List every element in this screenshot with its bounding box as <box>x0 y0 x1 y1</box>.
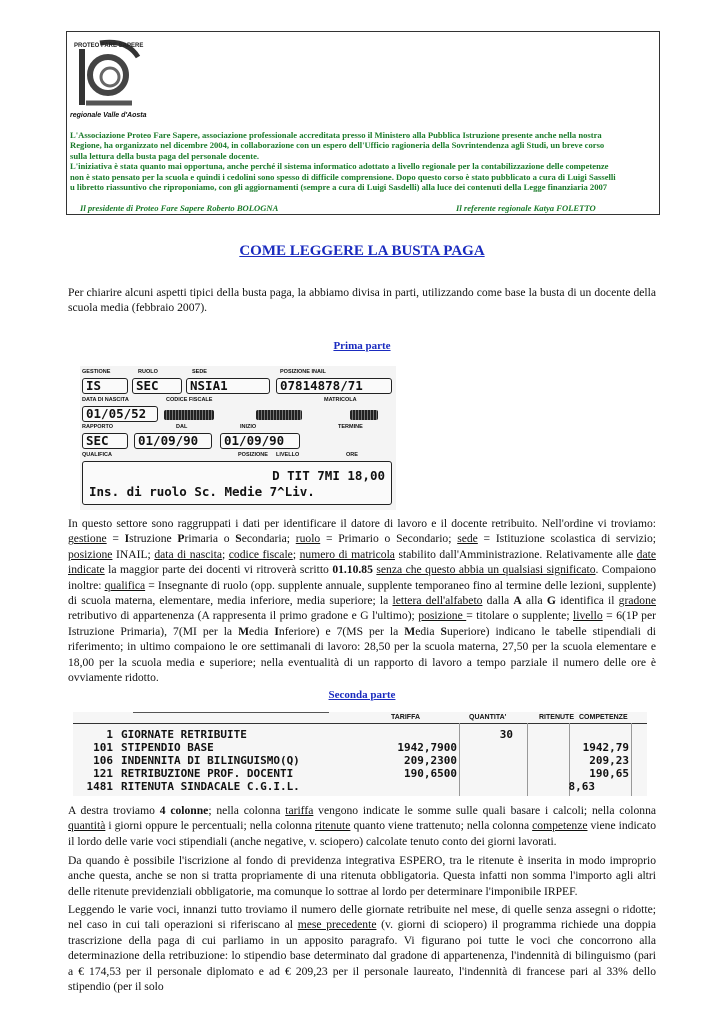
text-segment: (v. giorni di sciopero) il programma richiede una doppia trascrizione della paga di cui parliamo in un apposito paragrafo. Vi figurano poi tutte le voci che concorrono alla determinazione della retribuzione: lo stipendio base determinato dal gradone di appartenenza, l'indennità di bilinguismo (pari a € 174,53 per il personale diplomato e ad € 209,23 per il personale laureato, l'indennità di francese pari al 33% dello stipendio (per il solo <box>68 918 657 994</box>
redacted-matricola <box>350 410 378 420</box>
row-code: 1 <box>106 728 113 741</box>
logo-caption: regionale Valle d'Aosta <box>70 112 147 119</box>
text-segment: posizione <box>418 609 467 623</box>
header-quantita: QUANTITA' <box>469 714 507 721</box>
text-segment: = <box>106 532 125 546</box>
label-livello: LIVELLO <box>276 452 300 458</box>
payslip-header-scan <box>80 366 396 510</box>
header-ritenute: RITENUTE <box>539 714 574 721</box>
text-segment: ritenute <box>315 819 351 833</box>
logo-text: PROTEO FARE SAPERE <box>74 43 144 49</box>
header-rule <box>73 723 647 724</box>
text-segment: quanto viene trattenuto; nella colonna <box>350 819 533 833</box>
row-code: 106 <box>93 754 113 767</box>
text-segment: ; <box>292 547 300 561</box>
part2-paragraph-3-text <box>68 902 656 994</box>
intro-line: non è stato pensato per la scuola e quindi i cedolini sono spesso di difficile comprensione. Dopo questo corso è stato pubblicato a cura di Luigi Sasselli <box>70 171 616 182</box>
part1-paragraph <box>68 516 656 685</box>
intro-line: u libretto riassuntivo che riproponiamo, con gli aggiornamenti (sempre a cura di Luigi Sasdelli) alla luce dei contenuti della Legge finanziaria 2007 <box>70 182 608 193</box>
text-segment: I <box>274 624 279 638</box>
row-code: 121 <box>93 767 113 780</box>
intro-line: Regione, ha organizzato nel dicembre 2004, in collaborazione con un espero dell'Ufficio ragioneria della Sovrintendenza agli Studi, un breve corso <box>70 140 605 151</box>
text-segment: struzione <box>129 532 178 546</box>
intro-line: L'iniziativa è stata quanto mai opportuna, anche perché il sistema informatico adottato a livello regionale per la contabilizzazione delle competenze <box>70 161 609 172</box>
label-inizio: INIZIO <box>240 424 257 430</box>
text-segment: Leggendo le varie voci, innanzi tutto troviamo il numero delle giornate retribuite nel mese, di quelle senza assegni o ridotte; nel caso in cui tali operazioni si riferiscano al <box>68 903 656 932</box>
text-segment: quantità <box>68 819 106 833</box>
qualifica-description: Ins. di ruolo Sc. Medie 7^Liv. <box>89 484 315 499</box>
text-segment: numero di matricola <box>299 547 395 561</box>
text-segment: dalla <box>482 594 514 608</box>
text-segment: nferiore) e 7(MS per la <box>278 624 405 638</box>
text-segment: data di nascita <box>154 547 222 561</box>
intro-line: sulla lettura della busta paga del personale docente. <box>70 150 260 161</box>
header-tariffa: TARIFFA <box>391 714 421 721</box>
row-code: 1481 <box>86 780 113 793</box>
field-dal: 01/09/90 <box>134 433 212 449</box>
text-segment: . Compaiono inoltre: <box>68 563 656 592</box>
text-segment: S <box>440 624 447 638</box>
text-segment: la maggior parte dei docenti vi ritroverà scritto <box>104 563 333 577</box>
text-segment: retributivo di appartenenza (A rappresenta il primo gradone e G l'ultimo); <box>68 609 419 623</box>
text-segment: stabilito dall'Amministrazione. Relativamente alle <box>394 547 637 561</box>
proteo-logo <box>72 37 147 109</box>
text-segment: S <box>235 532 242 546</box>
text-segment: = 6(1P per Istruzione Primaria), 7(MI per la <box>68 609 656 638</box>
part2-paragraph-1 <box>68 803 656 849</box>
column-divider <box>527 723 528 796</box>
text-segment: viene indicato il lordo delle varie voci stipendiali (anche negative, v. sciopero) calcolate tenuto conto dei giorni lavorati. <box>68 819 656 848</box>
row-desc: RETRIBUZIONE PROF. DOCENTI <box>121 767 294 780</box>
text-segment: gradone <box>618 594 657 608</box>
text-segment: A destra troviamo <box>68 804 160 817</box>
text-segment: sede <box>457 532 478 546</box>
field-gestione: IS <box>82 378 128 394</box>
header-intro <box>70 130 657 193</box>
text-segment: In questo settore sono raggruppati i dati per identificare il datore di lavoro e il docente retribuito. Nell'ordine vi troviamo: <box>68 517 656 530</box>
column-divider <box>631 723 632 796</box>
signature-president: Il presidente di Proteo Fare Sapere Roberto BOLOGNA <box>80 203 279 213</box>
label-codice-fiscale: CODICE FISCALE <box>166 397 213 403</box>
part2-heading: Seconda parte <box>328 689 396 701</box>
text-segment: posizione <box>68 547 113 561</box>
text-segment: 4 colonne <box>159 804 209 817</box>
text-segment: date indicate <box>68 547 656 577</box>
text-segment: tariffa <box>285 804 314 817</box>
row-desc: INDENNITA DI BILINGUISMO(Q) <box>121 754 300 767</box>
row-tariffa: 209,2300 <box>404 754 457 767</box>
text-segment: competenze <box>532 819 588 833</box>
row-competenze: 1942,79 <box>582 741 629 754</box>
text-segment: ruolo <box>295 532 321 546</box>
label-posizione-inail: POSIZIONE INAIL <box>280 369 326 375</box>
row-desc: GIORNATE RETRIBUITE <box>121 728 247 741</box>
text-segment: identifica il <box>555 594 619 608</box>
part1-heading: Prima parte <box>333 340 391 352</box>
text-segment: edia <box>415 624 441 638</box>
text-segment: vengono indicate le somme sulle quali basare i calcoli; nella colonna <box>313 804 657 817</box>
label-ore: ORE <box>346 452 358 458</box>
field-ruolo: SEC <box>132 378 182 394</box>
scan-rule <box>133 712 329 713</box>
page-title: COME LEGGERE LA BUSTA PAGA <box>239 243 485 259</box>
row-competenze: 209,23 <box>589 754 629 767</box>
text-segment: 01.10.85 <box>332 563 373 577</box>
text-segment: livello <box>573 609 603 623</box>
row-desc: STIPENDIO BASE <box>121 741 214 754</box>
text-segment: lettera dell'alfabeto <box>392 594 483 608</box>
text-segment: rimaria o <box>184 532 236 546</box>
text-segment: uperiore) indicano le tabelle stipendiali di riferimento; in ultimo compaiono le ore settimanali di lavoro: 28,50 per la scuola materna, 27,50 per la scuola elementare e 18,00 per la scuola media e superiore; nella eventualità di un rapporto di lavoro a tempo parziale il numero delle ore è ovviamente ridotto. <box>68 624 657 685</box>
text-segment: I <box>124 532 130 546</box>
label-rapporto: RAPPORTO <box>82 424 114 430</box>
text-segment: senza che questo abbia un qualsiasi significato <box>376 563 596 577</box>
part1-paragraph-text <box>68 516 656 685</box>
text-segment: G <box>546 594 556 608</box>
field-data-nascita: 01/05/52 <box>82 406 158 422</box>
row-competenze: 190,65 <box>589 767 629 780</box>
label-qualifica: QUALIFICA <box>82 452 112 458</box>
row-ritenute: 8,63 <box>568 780 595 793</box>
row-desc: RITENUTA SINDACALE C.G.I.L. <box>121 780 300 793</box>
label-gestione: GESTIONE <box>82 369 111 375</box>
text-segment: = Primario o Secondario; <box>320 532 458 546</box>
row-quantita: 30 <box>499 728 513 741</box>
label-posizione: POSIZIONE <box>238 452 268 458</box>
column-divider <box>459 723 460 796</box>
text-segment: M <box>238 624 250 638</box>
field-rapporto: SEC <box>82 433 128 449</box>
intro-line: L'Associazione Proteo Fare Sapere, associazione professionale accreditata presso il Ministero alla Pubblica Istruzione presente anche nella nostra <box>70 130 602 140</box>
intro-paragraph-text: Per chiarire alcuni aspetti tipici della busta paga, la abbiamo divisa in parti, utilizzando come base la busta di un docente della scuola media (febbraio 2007). <box>68 286 656 315</box>
text-segment: econdaria; <box>241 532 296 546</box>
part2-paragraph-3 <box>68 902 656 994</box>
text-segment: = titolare o supplente; <box>466 609 574 623</box>
text-segment: i giorni oppure le percentuali; nella colonna <box>105 819 315 833</box>
row-tariffa: 190,6500 <box>404 767 457 780</box>
part2-paragraph-1-text <box>68 803 656 849</box>
header-competenze: COMPETENZE <box>579 714 628 721</box>
text-segment: = Insegnante di ruolo (opp. supplente annuale, supplente temporaneo fino al termine delle lezioni, supplente) di scuola materna, elementare, media inferiore, media superiore; la <box>68 578 657 608</box>
text-segment: M <box>404 624 416 638</box>
qualifica-codes: D TIT 7MI 18,00 <box>272 468 385 483</box>
label-sede: SEDE <box>192 369 207 375</box>
redacted-codice-fiscale <box>256 410 302 420</box>
label-matricola: MATRICOLA <box>324 397 357 403</box>
payslip-items-scan <box>73 712 647 796</box>
text-segment: A <box>513 594 522 608</box>
text-segment: edia <box>249 624 275 638</box>
text-segment: P <box>177 532 185 546</box>
text-segment: codice fiscale <box>228 547 293 561</box>
label-data-nascita: DATA DI NASCITA <box>82 397 129 403</box>
text-segment: qualifica <box>104 578 146 592</box>
text-segment: mese precedente <box>297 918 377 932</box>
field-inizio: 01/09/90 <box>220 433 300 449</box>
text-segment: = Istituzione scolastica di servizio; <box>477 532 656 546</box>
part2-paragraph-2 <box>68 853 656 899</box>
label-termine: TERMINE <box>338 424 363 430</box>
field-posizione-inail: 07814878/71 <box>276 378 392 394</box>
row-tariffa: 1942,7900 <box>397 741 457 754</box>
text-segment: alla <box>521 594 547 608</box>
signature-referent: Il referente regionale Katya FOLETTO <box>456 203 596 213</box>
text-segment: ; nella colonna <box>208 804 286 817</box>
row-code: 101 <box>93 741 113 754</box>
part2-paragraph-2-text: Da quando è possibile l'iscrizione al fondo di previdenza integrativa ESPERO, tra le ritenute è inserita in modo improprio anche questa, anche se non si tratta propriamente di una ritenuta obbligatoria. Questa infatti non somma l'importo agli altri delle ritenute previdenziali obbligatorie, ma comunque lo sottrae al lordo per determinare l'imponibile IRPEF. <box>68 854 656 898</box>
field-sede: NSIA1 <box>186 378 270 394</box>
text-segment: gestione <box>68 532 107 546</box>
redacted-codice-fiscale <box>164 410 214 420</box>
field-qualifica <box>82 461 392 505</box>
text-segment: ; <box>221 547 229 561</box>
label-ruolo: RUOLO <box>138 369 158 375</box>
label-dal: DAL <box>176 424 188 430</box>
intro-paragraph <box>68 285 656 316</box>
text-segment: INAIL; <box>112 547 155 561</box>
